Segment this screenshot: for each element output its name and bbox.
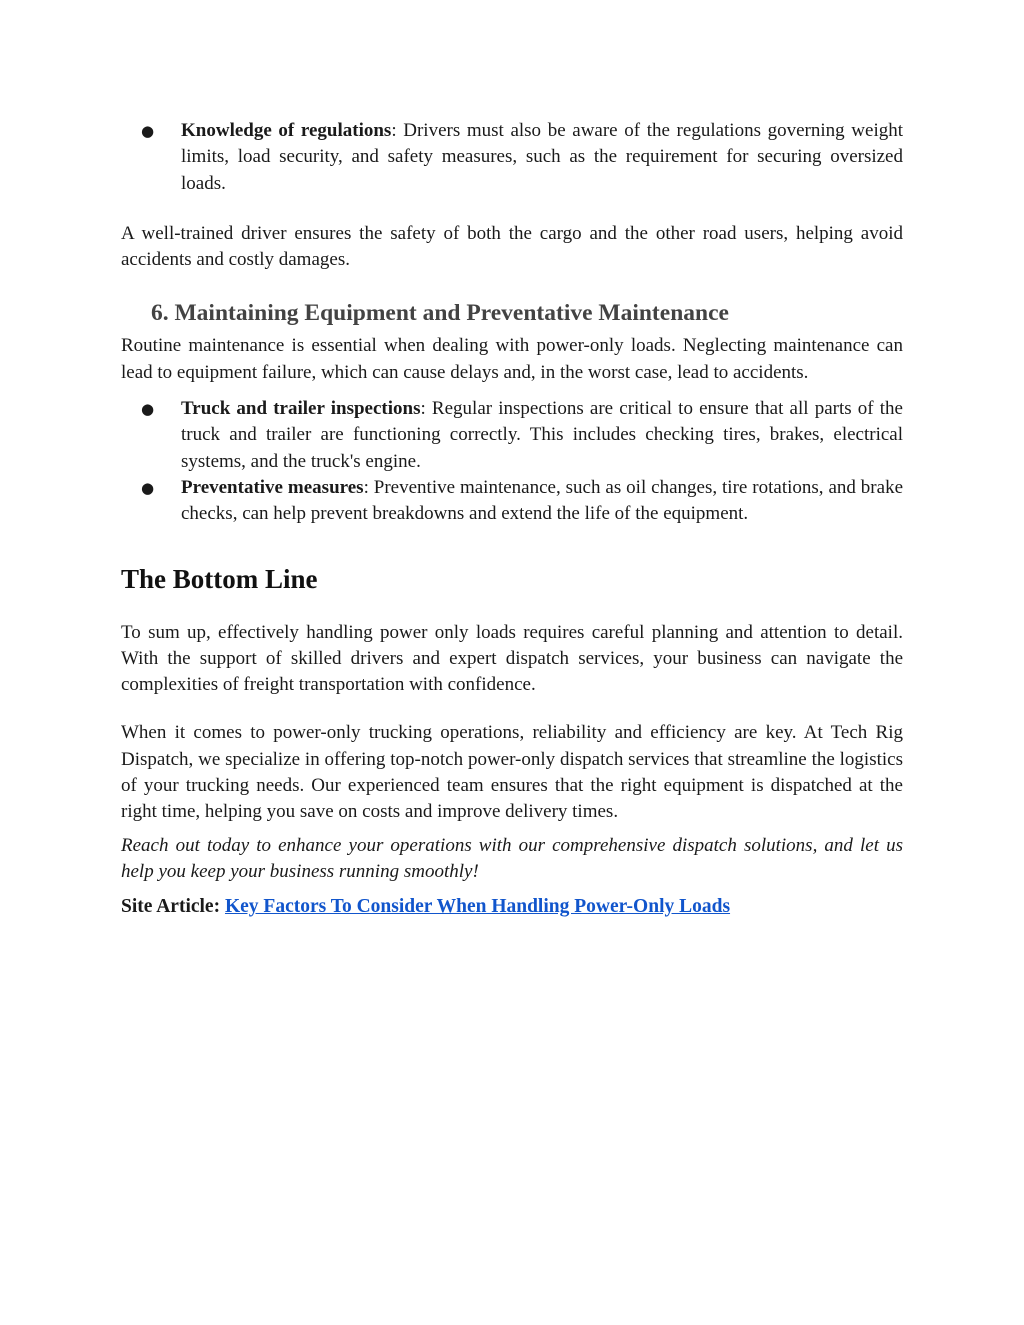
site-article-line <box>121 894 903 920</box>
bullet-icon: ● <box>141 478 155 497</box>
bottom-line-paragraph-2: When it comes to power-only trucking operations, reliability and efficiency are key. At Tech Rig Dispatch, we specialize in offering top-notch power-only dispatch services that streamline the logistics of your trucking needs. Our experienced team ensures that the right equipment is dispatched at the right time, helping you save on costs and improve delivery times. <box>121 722 903 823</box>
document-page <box>121 118 903 920</box>
bullet-icon: ● <box>141 400 155 419</box>
list-item-term: Truck and trailer inspections <box>181 398 421 420</box>
list-item-term: Knowledge of regulations <box>181 120 392 141</box>
bullet-icon: ● <box>141 122 155 140</box>
list-item <box>121 475 903 528</box>
section-6-heading: 6. Maintaining Equipment and Preventative Maintenance <box>151 300 729 327</box>
list-item-text: : Preventive maintenance, such as oil changes, tire rotations, and brake checks, can help prevent breakdowns and extend the life of the equipment. <box>181 476 904 525</box>
list-item <box>121 118 903 197</box>
list-item <box>121 396 903 475</box>
bottom-line-paragraph-1: To sum up, effectively handling power only loads requires careful planning and attention to detail. With the support of skilled drivers and expert dispatch services, your business can navigate the complexities of freight transportation with confidence. <box>121 621 903 696</box>
site-article-link[interactable]: Key Factors To Consider When Handling Power-Only Loads <box>224 896 731 918</box>
bottom-line-heading: The Bottom Line <box>121 563 318 594</box>
call-to-action: Reach out today to enhance your operations with our comprehensive dispatch solutions, and let us help you keep your business running smoothly! <box>121 834 903 882</box>
regulations-list <box>121 118 903 197</box>
section-6-intro: Routine maintenance is essential when dealing with power-only loads. Neglecting maintenance can lead to equipment failure, which can cause delays and, in the worst case, lead to accidents. <box>121 335 903 383</box>
well-trained-paragraph: A well-trained driver ensures the safety of both the cargo and the other road users, helping avoid accidents and costly damages. <box>121 222 903 271</box>
maintenance-list <box>121 396 903 527</box>
list-item-text: : Drivers must also be aware of the regulations governing weight limits, load security, and safety measures, such as the requirement for securing oversized loads. <box>181 120 904 194</box>
list-item-term: Preventative measures <box>181 476 364 498</box>
site-article-label: Site Article: <box>121 896 221 918</box>
list-item-text: : Regular inspections are critical to ensure that all parts of the truck and trailer are functioning correctly. This includes checking tires, brakes, electrical systems, and the truck's engine. <box>181 398 903 472</box>
